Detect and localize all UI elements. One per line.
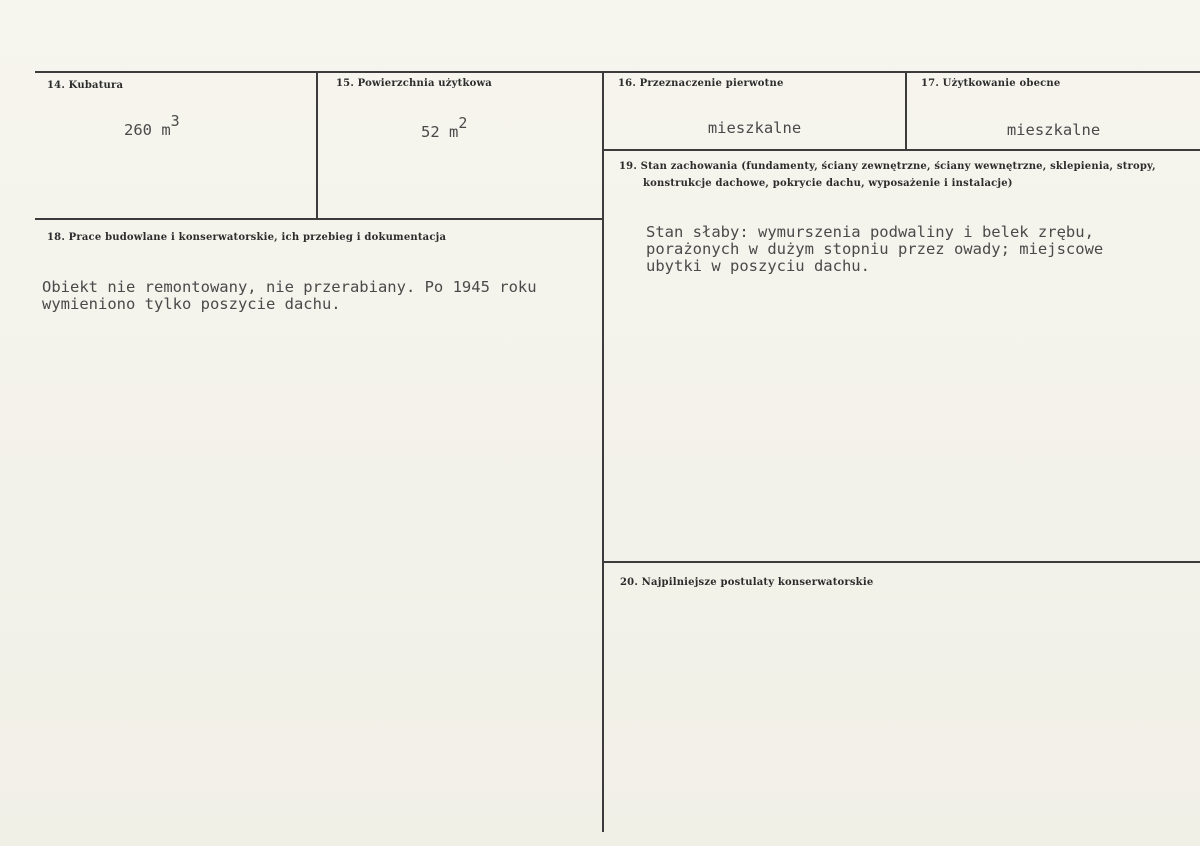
field-20-label: 20. Najpilniejsze postulaty konserwatorskie [620, 577, 874, 588]
field-19-label-continued: konstrukcje dachowe, pokrycie dachu, wyposażenie i instalacje) [643, 178, 1013, 189]
divider-14-15 [316, 72, 318, 219]
field-16-value: mieszkalne [707, 119, 802, 137]
field-19-value: Stan słaby: wymurszenia podwaliny i belek zrębu, porażonych w dużym stopniu przez owady; miejscowe ubytki w poszyciu dachu. [646, 223, 1104, 275]
field-14-value [124, 112, 180, 140]
field-15-exponent: 2 [458, 114, 468, 132]
field-17-value: mieszkalne [1006, 121, 1101, 139]
field-14-label: 14. Kubatura [47, 80, 124, 91]
rule-under-16-17 [604, 149, 1200, 151]
field-18-label: 18. Prace budowlane i konserwatorskie, ich przebieg i dokumentacja [47, 232, 447, 243]
divider-main-vertical [602, 72, 604, 832]
field-15-number: 52 m [421, 123, 459, 142]
field-19-label: 19. Stan zachowania (fundamenty, ściany zewnętrzne, ściany wewnętrzne, sklepienia, stropy, [619, 161, 1156, 172]
field-17-label: 17. Użytkowanie obecne [921, 78, 1061, 89]
field-15-value [421, 114, 468, 142]
field-14-exponent: 3 [170, 112, 180, 130]
field-14-number: 260 m [124, 121, 171, 140]
top-rule [35, 71, 1200, 73]
field-15-label: 15. Powierzchnia użytkowa [336, 78, 492, 89]
rule-above-20 [602, 561, 1200, 563]
rule-under-14-15 [35, 218, 604, 220]
field-16-label: 16. Przeznaczenie pierwotne [618, 78, 784, 89]
field-18-value: Obiekt nie remontowany, nie przerabiany. Po 1945 roku wymieniono tylko poszycie dachu. [42, 278, 537, 313]
